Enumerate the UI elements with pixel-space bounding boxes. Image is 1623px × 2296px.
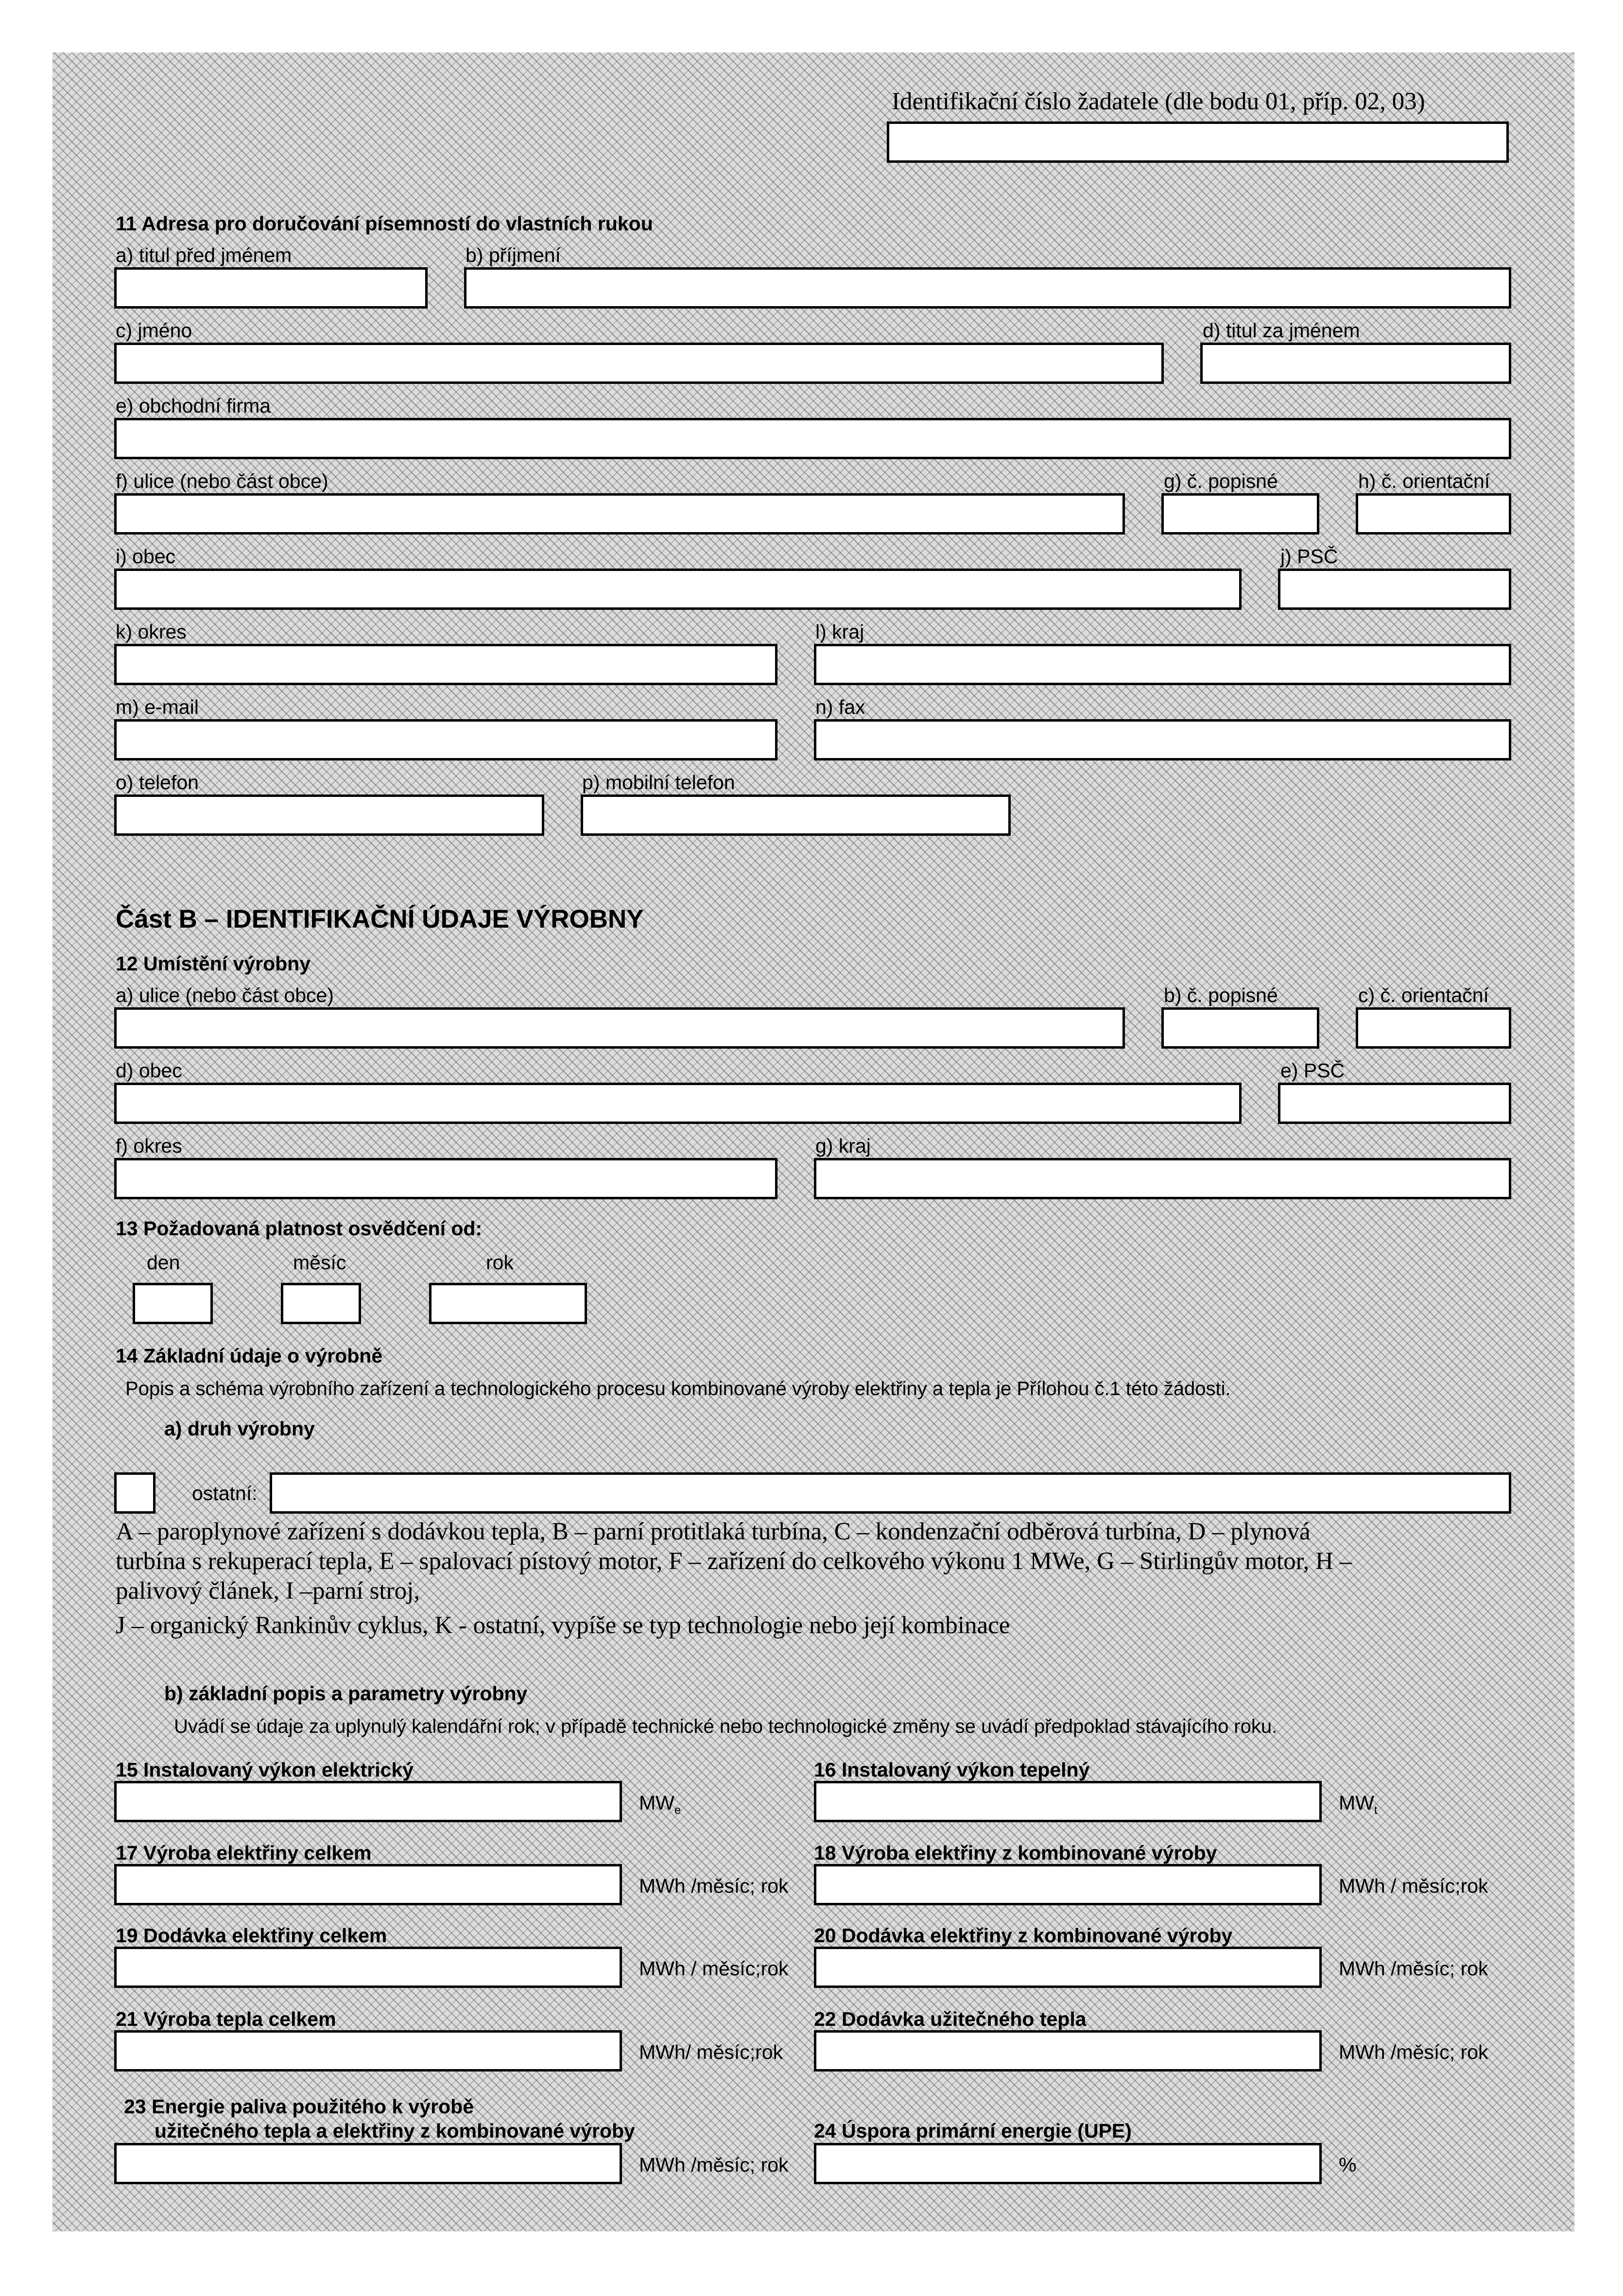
postal-code-input[interactable]	[1278, 569, 1511, 610]
label-12b: b) č. popisné	[1164, 984, 1278, 1006]
day-input[interactable]	[133, 1283, 213, 1324]
unit-16: $MW_t$	[1339, 1792, 1378, 1817]
legend-line-4: J – organický Rankinův cyklus, K - ostatní, vypíše se typ technologie nebo její kombinace	[116, 1612, 1010, 1639]
surname-input[interactable]	[464, 267, 1511, 309]
region-input[interactable]	[814, 644, 1511, 685]
label-23-line1: 23 Energie paliva použitého k výrobě	[124, 2095, 474, 2118]
label-15: 15 Instalovaný výkon elektrický	[116, 1759, 414, 1781]
id-input[interactable]	[887, 121, 1509, 163]
fax-input[interactable]	[814, 719, 1511, 760]
label-11m: m) e-mail	[116, 696, 199, 718]
legend-line-3: palivový článek, I –parní stroj,	[116, 1577, 420, 1605]
id-label: Identifikační číslo žadatele (dle bodu 01, příp. 02, 03)	[892, 88, 1425, 115]
section-12-title: 12 Umístění výrobny	[116, 952, 311, 975]
label-12g: g) kraj	[815, 1135, 871, 1157]
label-11f: f) ulice (nebo část obce)	[116, 470, 328, 492]
label-17: 17 Výroba elektřiny celkem	[116, 1842, 372, 1864]
primary-energy-saving-input[interactable]	[814, 2143, 1322, 2184]
label-12a: a) ulice (nebo část obce)	[116, 984, 334, 1006]
label-11a: a) titul před jménem	[116, 244, 292, 266]
section-14-intro: Popis a schéma výrobního zařízení a technologického procesu kombinované výroby elektřiny a tepla je Přílohou č.1 této žádosti.	[125, 1378, 1231, 1399]
label-11j: j) PSČ	[1280, 545, 1338, 568]
section-14b-note: Uvádí se údaje za uplynulý kalendářní rok; v případě technické nebo technologické změny se uvádí předpoklad stávajícího roku.	[174, 1716, 1278, 1737]
electricity-supply-chp-input[interactable]	[814, 1947, 1322, 1988]
section-11-title: 11 Adresa pro doručování písemností do vlastních rukou	[116, 212, 653, 235]
company-input[interactable]	[114, 418, 1511, 459]
unit-23: MWh /měsíc; rok	[639, 2154, 789, 2176]
unit-24: %	[1339, 2154, 1357, 2176]
label-11h: h) č. orientační	[1358, 470, 1490, 492]
label-12e: e) PSČ	[1280, 1059, 1345, 1082]
unit-15: $MW_e$	[639, 1792, 681, 1817]
label-11o: o) telefon	[116, 771, 199, 794]
label-ostatni: ostatní:	[192, 1482, 258, 1504]
label-12f: f) okres	[116, 1135, 182, 1157]
label-19: 19 Dodávka elektřiny celkem	[116, 1924, 387, 1947]
house-number-input[interactable]	[1161, 493, 1319, 535]
electricity-production-total-input[interactable]	[114, 1864, 622, 1905]
plant-region-input[interactable]	[814, 1158, 1511, 1199]
label-12c: c) č. orientační	[1358, 984, 1489, 1006]
label-11d: d) titul za jménem	[1203, 319, 1360, 342]
street-input[interactable]	[114, 493, 1125, 535]
label-mesic: měsíc	[293, 1251, 346, 1274]
fuel-energy-input[interactable]	[114, 2143, 622, 2184]
label-den: den	[147, 1251, 180, 1274]
city-input[interactable]	[114, 569, 1242, 610]
unit-21: MWh/ měsíc;rok	[639, 2041, 783, 2063]
label-11p: p) mobilní telefon	[582, 771, 735, 794]
plant-street-input[interactable]	[114, 1007, 1125, 1049]
electricity-supply-total-input[interactable]	[114, 1947, 622, 1988]
phone-input[interactable]	[114, 794, 544, 836]
label-20: 20 Dodávka elektřiny z kombinované výroby	[814, 1924, 1233, 1947]
month-input[interactable]	[281, 1283, 361, 1324]
plant-district-input[interactable]	[114, 1158, 777, 1199]
label-11c: c) jméno	[116, 319, 192, 342]
plant-type-code-input[interactable]	[114, 1472, 155, 1514]
label-21: 21 Výroba tepla celkem	[116, 2008, 336, 2030]
useful-heat-supply-input[interactable]	[814, 2030, 1322, 2072]
label-rok: rok	[486, 1251, 514, 1274]
label-16: 16 Instalovaný výkon tepelný	[814, 1759, 1090, 1781]
unit-20: MWh /měsíc; rok	[1339, 1957, 1488, 1980]
plant-orientation-number-input[interactable]	[1356, 1007, 1511, 1049]
electricity-production-chp-input[interactable]	[814, 1864, 1322, 1905]
installed-heat-power-input[interactable]	[814, 1781, 1322, 1822]
label-24: 24 Úspora primární energie (UPE)	[814, 2120, 1132, 2142]
label-18: 18 Výroba elektřiny z kombinované výroby	[814, 1842, 1217, 1864]
section-14a-title: a) druh výrobny	[164, 1417, 315, 1440]
section-13-title: 13 Požadovaná platnost osvědčení od:	[116, 1217, 483, 1240]
heat-production-total-input[interactable]	[114, 2030, 622, 2072]
part-b-title: Část B – IDENTIFIKAČNÍ ÚDAJE VÝROBNY	[116, 905, 644, 933]
email-input[interactable]	[114, 719, 777, 760]
label-22: 22 Dodávka užitečného tepla	[814, 2008, 1087, 2030]
section-14b-title: b) základní popis a parametry výrobny	[164, 1682, 528, 1705]
unit-22: MWh /měsíc; rok	[1339, 2041, 1488, 2063]
label-11k: k) okres	[116, 621, 187, 643]
label-12d: d) obec	[116, 1059, 182, 1082]
first-name-input[interactable]	[114, 343, 1164, 384]
year-input[interactable]	[429, 1283, 587, 1324]
section-14-title: 14 Základní údaje o výrobně	[116, 1345, 383, 1367]
label-23-line2: užitečného tepla a elektřiny z kombinované výroby	[155, 2120, 635, 2142]
installed-electric-power-input[interactable]	[114, 1781, 622, 1822]
plant-postal-code-input[interactable]	[1278, 1083, 1511, 1124]
legend-line-2: turbína s rekuperací tepla, E – spalovací pístový motor, F – zařízení do celkového výkonu 1 MWe, G – Stirlingův motor, H –	[116, 1548, 1352, 1575]
orientation-number-input[interactable]	[1356, 493, 1511, 535]
mobile-phone-input[interactable]	[581, 794, 1011, 836]
label-11g: g) č. popisné	[1164, 470, 1278, 492]
label-11e: e) obchodní firma	[116, 395, 271, 417]
label-11i: i) obec	[116, 545, 176, 568]
title-after-input[interactable]	[1200, 343, 1511, 384]
unit-19: MWh / měsíc;rok	[639, 1957, 789, 1980]
unit-17: MWh /měsíc; rok	[639, 1875, 789, 1897]
plant-house-number-input[interactable]	[1161, 1007, 1319, 1049]
plant-type-other-input[interactable]	[270, 1472, 1511, 1514]
district-input[interactable]	[114, 644, 777, 685]
plant-city-input[interactable]	[114, 1083, 1242, 1124]
title-before-input[interactable]	[114, 267, 428, 309]
label-11l: l) kraj	[815, 621, 864, 643]
unit-18: MWh / měsíc;rok	[1339, 1875, 1488, 1897]
legend-line-1: A – paroplynové zařízení s dodávkou tepla, B – parní protitlaká turbína, C – kondenzační odběrová turbína, D – plynová	[116, 1518, 1311, 1545]
label-11b: b) příjmení	[466, 244, 561, 266]
label-11n: n) fax	[815, 696, 865, 718]
